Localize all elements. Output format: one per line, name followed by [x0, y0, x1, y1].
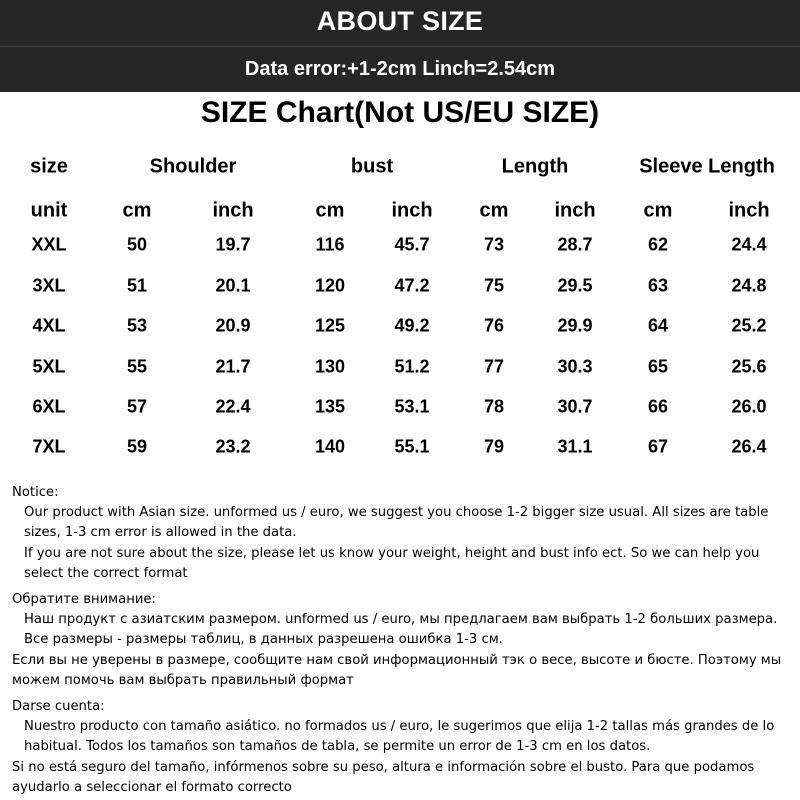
table-cell: 30.7: [557, 396, 593, 417]
unit-cell: cm: [315, 199, 345, 222]
size-cell: 4XL: [32, 315, 66, 336]
header-sleeve-length: Sleeve Length: [639, 155, 775, 178]
header-shoulder: Shoulder: [149, 155, 237, 178]
notice-paragraph: Si no está seguro del tamaño, infórmenos sobre su peso, altura e información sobre el busto. Para que podamos ayudarlo a seleccionar el formato correcto: [12, 759, 759, 795]
size-cell: 5XL: [32, 356, 66, 377]
banner-divider: [0, 46, 800, 47]
table-cell: 67: [647, 436, 669, 457]
table-cell: 135: [314, 396, 346, 417]
table-cell: 29.9: [557, 315, 593, 336]
header-size: size: [30, 155, 68, 178]
table-cell: 116: [315, 234, 345, 255]
unit-cell: inch: [212, 199, 254, 222]
table-cell: 20.9: [215, 315, 251, 336]
table-cell: 64: [647, 315, 669, 336]
table-cell: 24.4: [731, 234, 767, 255]
table-cell: 23.2: [215, 436, 251, 457]
table-cell: 25.2: [731, 315, 767, 336]
unit-label: unit: [30, 199, 68, 222]
table-cell: 75: [483, 275, 505, 296]
table-cell: 30.3: [557, 356, 593, 377]
table-cell: 21.7: [215, 356, 251, 377]
table-cell: 125: [314, 315, 346, 336]
table-cell: 31.1: [557, 436, 593, 457]
unit-cell: cm: [643, 199, 673, 222]
table-cell: 76: [483, 315, 505, 336]
table-cell: 50: [126, 234, 148, 255]
banner-title: ABOUT SIZE: [316, 6, 484, 36]
table-cell: 49.2: [394, 315, 430, 336]
table-cell: 45.7: [394, 234, 430, 255]
table-cell: 55.1: [394, 436, 430, 457]
size-notes: [12, 483, 790, 800]
notice-paragraph: If you are not sure about the size, please let us know your weight, height and bust info ect. So we can help you select the correct format: [24, 545, 764, 581]
table-cell: 120: [314, 275, 346, 296]
size-cell: 7XL: [32, 436, 66, 457]
table-cell: 140: [314, 436, 346, 457]
table-cell: 130: [314, 356, 346, 377]
table-cell: 59: [126, 436, 148, 457]
header-bust: bust: [350, 155, 394, 178]
table-cell: 65: [647, 356, 669, 377]
notice-english: [12, 483, 790, 584]
notice-title: Darse cuenta:: [12, 699, 105, 715]
table-cell: 77: [483, 356, 505, 377]
table-cell: 73: [483, 234, 505, 255]
table-cell: 29.5: [557, 275, 593, 296]
notice-spanish: [12, 697, 790, 798]
notice-russian: [12, 590, 790, 691]
size-cell: 3XL: [32, 275, 66, 296]
table-cell: 47.2: [394, 275, 430, 296]
unit-cell: cm: [479, 199, 509, 222]
notice-title: Обратите внимание:: [12, 592, 156, 608]
table-cell: 26.0: [731, 396, 767, 417]
notice-paragraph: Если вы не уверены в размере, сообщите нам свой информационный тэк о весе, высоте и бюсте. Поэтому мы можем помочь вам выбрать правильный формат: [12, 652, 786, 688]
table-cell: 66: [647, 396, 669, 417]
header-length: Length: [501, 155, 569, 178]
table-cell: 25.6: [731, 356, 767, 377]
table-cell: 55: [126, 356, 148, 377]
table-cell: 28.7: [557, 234, 593, 255]
unit-cell: inch: [554, 199, 596, 222]
about-size-banner: [0, 0, 800, 92]
notice-title: Notice:: [12, 485, 59, 500]
size-cell: 6XL: [32, 396, 66, 417]
table-cell: 24.8: [731, 275, 767, 296]
unit-cell: inch: [391, 199, 433, 222]
banner-subtitle: Data error:+1-2cm Linch=2.54cm: [244, 58, 556, 80]
table-cell: 26.4: [731, 436, 767, 457]
table-cell: 79: [483, 436, 505, 457]
size-cell: XXL: [31, 234, 67, 255]
table-cell: 22.4: [215, 396, 251, 417]
notice-paragraph: Наш продукт с азиатским размером. unformed us / euro, мы предлагаем вам выбрать 1-2 больших размера. Все размеры - размеры таблиц, в данных разрешена ошибка 1-3 см.: [24, 612, 782, 648]
table-cell: 20.1: [215, 275, 251, 296]
unit-cell: inch: [728, 199, 770, 222]
table-cell: 53: [126, 315, 148, 336]
table-cell: 63: [647, 275, 669, 296]
table-cell: 53.1: [394, 396, 430, 417]
table-cell: 62: [647, 234, 669, 255]
size-chart-title: SIZE Chart(Not US/EU SIZE): [200, 96, 600, 129]
table-cell: 51.2: [394, 356, 430, 377]
notice-paragraph: Nuestro producto con tamaño asiático. no formados us / euro, le sugerimos que elija 1-2 tallas más grandes de lo habitual. Todos los tamaños son tamaños de tabla, se permite un error de 1-3 cm en los datos.: [24, 719, 779, 755]
unit-cell: cm: [122, 199, 152, 222]
table-cell: 78: [483, 396, 505, 417]
table-cell: 51: [126, 275, 148, 296]
notice-paragraph: Our product with Asian size. unformed us / euro, we suggest you choose 1-2 bigger size usual. All sizes are table sizes, 1-3 cm error is allowed in the data.: [24, 505, 773, 541]
table-cell: 19.7: [215, 234, 251, 255]
table-cell: 57: [126, 396, 148, 417]
